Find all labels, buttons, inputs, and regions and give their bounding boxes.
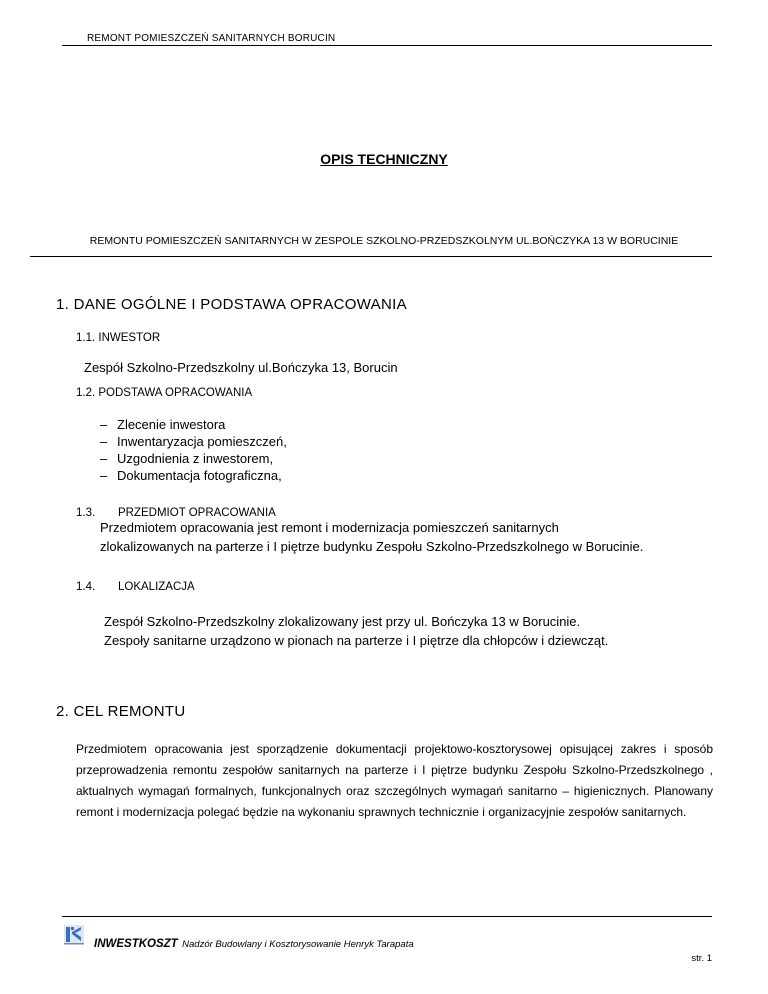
running-header: REMONT POMIESZCZEŃ SANITARNYCH BORUCIN bbox=[87, 33, 336, 44]
section-1-1-heading: 1.1. INWESTOR bbox=[76, 332, 161, 344]
company-logo bbox=[62, 922, 86, 946]
location-line-1: Zespół Szkolno-Przedszkolny zlokalizowany jest przy ul. Bończyka 13 w Borucinie. bbox=[104, 614, 581, 629]
page-number: str. 1 bbox=[691, 953, 712, 964]
footer-company-name: Nadzór Budowlany i Kosztorysowanie Henryk Tarapata bbox=[182, 939, 414, 950]
section-1-4-heading: LOKALIZACJA bbox=[118, 581, 195, 593]
basis-list bbox=[100, 416, 287, 484]
header-rule bbox=[62, 45, 712, 46]
list-item: – Dokumentacja fotograficzna, bbox=[100, 468, 282, 483]
footer-rule bbox=[62, 916, 712, 917]
list-item: – Zlecenie inwestora bbox=[100, 417, 226, 432]
location-line-2: Zespoły sanitarne urządzono w pionach na parterze i I piętrze dla chłopców i dziewcząt. bbox=[104, 633, 609, 648]
section-1-4-number: 1.4. bbox=[76, 581, 96, 593]
section-1-2-heading: 1.2. PODSTAWA OPRACOWANIA bbox=[76, 387, 253, 399]
subject-line-2: zlokalizowanych na parterze i I piętrze budynku Zespołu Szkolno-Przedszkolnego w Borucinie. bbox=[100, 539, 644, 554]
section-1-3-number: 1.3. bbox=[76, 507, 96, 519]
document-title: OPIS TECHNICZNY bbox=[320, 151, 448, 167]
footer-brand: INWESTKOSZT bbox=[94, 938, 178, 950]
subtitle-rule bbox=[30, 256, 712, 257]
dash-bullet-icon: – bbox=[100, 417, 108, 432]
footer-company bbox=[94, 934, 414, 952]
section-1-heading: 1. DANE OGÓLNE I PODSTAWA OPRACOWANIA bbox=[56, 296, 407, 313]
dash-bullet-icon: – bbox=[100, 434, 108, 449]
document-subtitle: REMONTU POMIESZCZEŃ SANITARNYCH W ZESPOLE SZKOLNO-PRZEDSZKOLNYM UL.BOŃCZYKA 13 W BORUCINIE bbox=[89, 235, 679, 247]
investor-text: Zespół Szkolno-Przedszkolny ul.Bończyka 13, Borucin bbox=[84, 360, 398, 375]
subject-line-1: Przedmiotem opracowania jest remont i modernizacja pomieszczeń sanitarnych bbox=[100, 520, 559, 535]
dash-bullet-icon: – bbox=[100, 468, 108, 483]
list-item: – Uzgodnienia z inwestorem, bbox=[100, 451, 274, 466]
list-item: – Inwentaryzacja pomieszczeń, bbox=[100, 434, 287, 449]
section-2-heading: 2. CEL REMONTU bbox=[56, 703, 186, 720]
purpose-paragraph: Przedmiotem opracowania jest sporządzenie dokumentacji projektowo-kosztorysowej opisującej zakres i sposób przeprowadzenia remontu zespołów sanitarnych na parterze i I piętrze budynku Zespołu Szkolno-Przedszkolnego , aktualnych wymagań formalnych, funkcjonalnych oraz szczególnych wymagań sanitarno – higienicznych. Planowany remont i modernizacja polegać będzie na wykonaniu sprawnych technicznie i organizacyjnie zespołów sanitarnych. bbox=[76, 742, 713, 819]
building-logo-icon bbox=[62, 922, 86, 946]
section-1-3-heading: PRZEDMIOT OPRACOWANIA bbox=[118, 507, 276, 519]
dash-bullet-icon: – bbox=[100, 451, 108, 466]
